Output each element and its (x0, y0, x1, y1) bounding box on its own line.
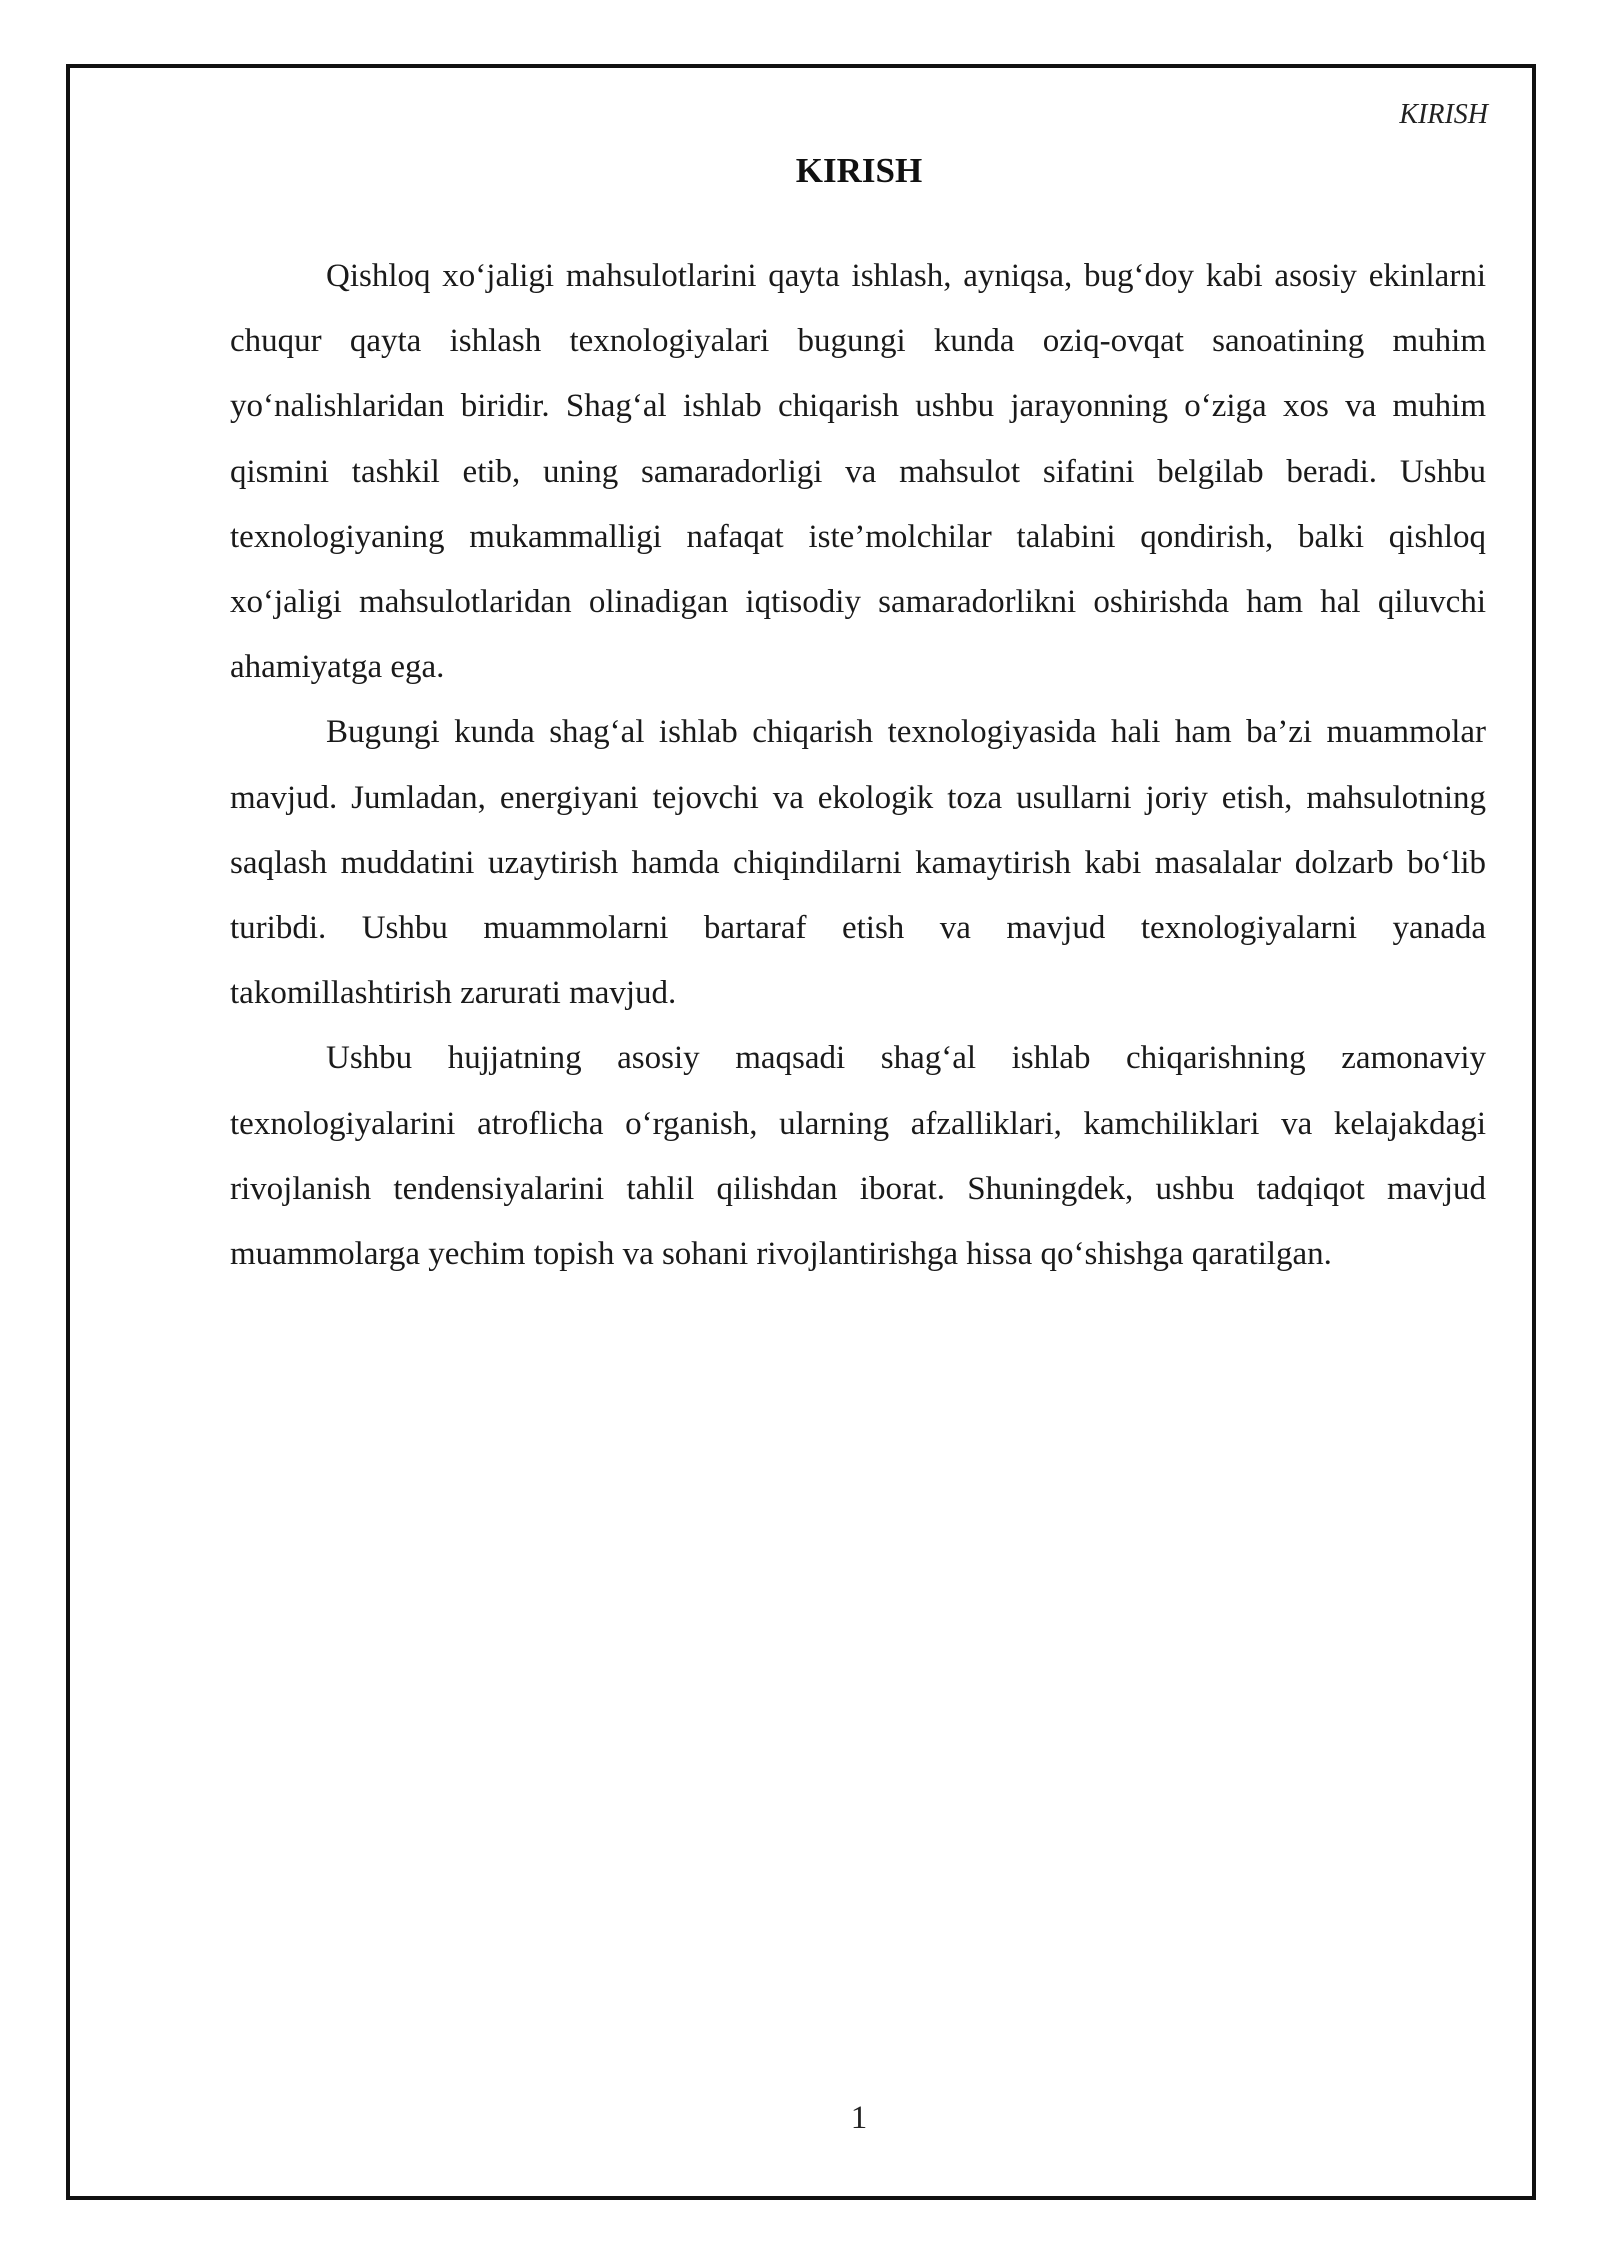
page-number: 1 (850, 2100, 868, 2136)
running-header: KIRISH (1399, 99, 1488, 130)
paragraph-problems: Bugungi kunda shag‘al ishlab chiqarish texnologiyasida hali ham ba’zi muammolar mavjud. Jumladan, energiyani tejovchi va ekologik toza usullarni joriy etish, mahsulotning saqlash muddatini uzaytirish hamda chiqindilarni kamaytirish kabi masalalar dolzarb bo‘lib turibdi. Ushbu muammolarni bartaraf etish va mavjud texnologiyalarni yanada takomillashtirish zarurati mavjud. (230, 714, 1486, 1012)
document-title: KIRISH (795, 151, 923, 190)
paragraph-intro: Qishloq xo‘jaligi mahsulotlarini qayta ishlash, ayniqsa, bug‘doy kabi asosiy ekinlarni chuqur qayta ishlash texnologiyalari bugungi kunda oziq-ovqat sanoatining muhim yo‘nalishlaridan biridir. Shag‘al ishlab chiqarish ushbu jarayonning o‘ziga xos va muhim qismini tashkil etib, uning samaradorligi va mahsulot sifatini belgilab beradi. Ushbu texnologiyaning mukammalligi nafaqat iste’molchilar talabini qondirish, balki qishloq xo‘jaligi mahsulotlaridan olinadigan iqtisodiy samaradorlikni oshirishda ham hal qiluvchi ahamiyatga ega. (230, 258, 1486, 686)
paragraph-purpose: Ushbu hujjatning asosiy maqsadi shag‘al ishlab chiqarishning zamonaviy texnologiyalarini atroflicha o‘rganish, ularning afzalliklari, kamchiliklari va kelajakdagi rivojlanish tendensiyalarini tahlil qilishdan iborat. Shuningdek, ushbu tadqiqot mavjud muammolarga yechim topish va sohani rivojlantirishga hissa qo‘shishga qaratilgan. (230, 1040, 1486, 1273)
document-body (230, 244, 1486, 1287)
